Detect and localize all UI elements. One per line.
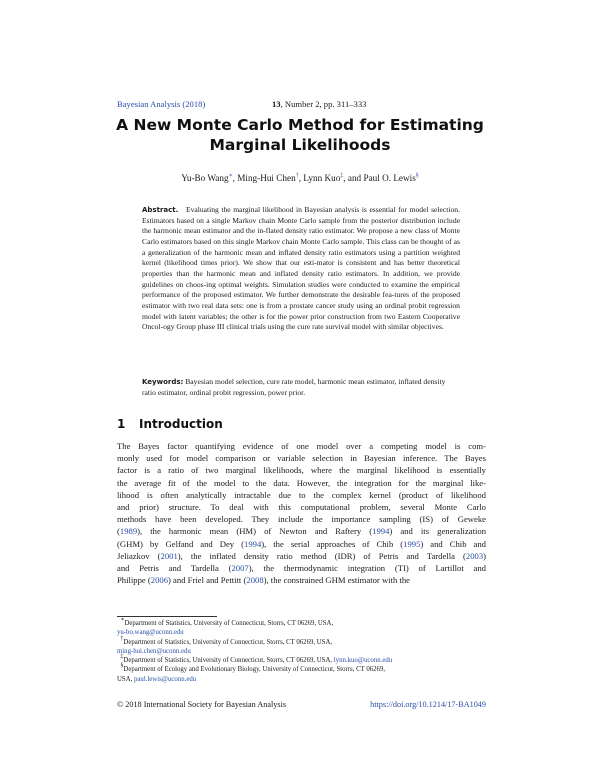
footnote-text: USA,: [117, 675, 134, 683]
body-text: ) and Chib and: [420, 538, 486, 549]
abstract-line: using a partition weighted kernel (likelihood times prior). We show that our esti-: [142, 247, 460, 268]
abstract-label: Abstract.: [142, 206, 179, 214]
citation-link[interactable]: 1994: [372, 526, 390, 537]
abstract-line: cancer study using an ordinal probit regression model with latent variables; the: [142, 300, 460, 321]
footnote-1: [117, 619, 486, 628]
footnote-2-email-line: [117, 647, 486, 656]
footnote-2: [117, 635, 486, 647]
footnote-mark: ∗: [120, 617, 125, 623]
volume-number: 13: [272, 99, 281, 109]
abstract-line: ing optimal weights. Simulation studies were conducted to examine the empirical: [206, 279, 460, 289]
body-line: factor is a ratio of two marginal likelihoods, where the marginal likelihood is essentially: [117, 465, 486, 476]
footnote-mark: §: [120, 663, 124, 670]
footnote-mark: †: [120, 635, 124, 642]
keywords: [142, 377, 460, 398]
citation-link[interactable]: 2007: [231, 562, 249, 573]
body-line: [117, 550, 486, 562]
body-text: ): [483, 550, 486, 561]
abstract-line: Evaluating the marginal likelihood in Bayesian analysis is essential for: [185, 205, 407, 214]
citation-link[interactable]: 1995: [403, 538, 421, 549]
section-number: 1: [117, 417, 126, 431]
abstract-line: and inflated density ratio estimators. In addition, we provide guidelines on choos-: [142, 268, 460, 289]
body-line: [117, 574, 486, 586]
body-text: ), the harmonic mean (HM) of Newton and Raftery (: [137, 526, 373, 537]
body-text: ) and Friel and Pettitt (: [168, 575, 247, 586]
author-separator: , and: [343, 173, 364, 183]
author-separator: ,: [298, 173, 304, 183]
footnote-text: Department of Statistics, University of Connecticut, Storrs, CT 06269, USA,: [123, 638, 333, 646]
abstract-line: ogy Group phase III clinical trials using the cure rate survival model with similar: [163, 322, 410, 332]
body-text: and Petris and Tardella (: [117, 562, 232, 573]
footnote-divider: [117, 616, 217, 617]
author-2-footnote-mark[interactable]: †: [295, 173, 299, 179]
author-3-footnote-mark[interactable]: ‡: [340, 173, 344, 179]
abstract-line: other is for the power prior construction from two Eastern Cooperative Oncol-: [142, 311, 460, 332]
footnote-4-email-line: [117, 675, 486, 684]
keywords-label: Keywords:: [142, 378, 184, 386]
section-title: Introduction: [139, 417, 223, 431]
footnote-1-email-line: [117, 628, 486, 637]
body-line: and prior) structure. To deal with this computational problem, several Monte Carlo: [117, 501, 486, 512]
title-line-1: A New Monte Carlo Method for Estimating: [116, 116, 484, 134]
abstract-line: performance of the proposed estimator. We further demonstrate the desirable fea-: [142, 290, 395, 300]
body-line: lihood is often analytically intractable due to the complex kernel (product of likelihood: [117, 489, 486, 500]
email-link[interactable]: ming-hui.chen@uconn.edu: [117, 647, 191, 655]
body-text: (GHM) by Gelfand and Dey (: [117, 538, 244, 549]
body-text: ), the thermodynamic integration (TI) of Lartillot and: [248, 562, 486, 573]
keywords-line-1: Bayesian model selection, cure rate model, harmonic mean estimator,: [185, 377, 397, 386]
author-1-footnote-mark[interactable]: ∗: [228, 173, 233, 179]
body-line: monly used for model comparison or variable selection in Bayesian inference. The Bayes: [117, 453, 486, 464]
citation-link[interactable]: 2008: [246, 575, 264, 586]
body-text: Jeliazkov (: [117, 550, 161, 561]
author-1: Yu-Bo Wang: [181, 173, 229, 183]
introduction-body: [117, 440, 486, 586]
citation-link[interactable]: 2006: [150, 575, 169, 586]
body-line: [117, 562, 486, 574]
body-line: The Bayes factor quantifying evidence of one model over a competing model is com-: [117, 441, 486, 451]
volume-info: [272, 99, 366, 109]
body-line: the average fit of the model to the data. However, the integration for the marginal like-: [117, 477, 486, 488]
citation-link[interactable]: 2003: [465, 550, 484, 561]
email-link[interactable]: yu-bo.wang@uconn.edu: [117, 629, 184, 637]
footnote-text: Department of Ecology and Evolutionary Biology, University of Connecticut, Storrs, CT 06269,: [123, 666, 386, 674]
running-header: [117, 99, 485, 111]
body-text: ), the serial approaches of Chib (: [261, 538, 404, 549]
footnote-3: [117, 656, 486, 665]
abstract-line: model selection. Estimators based on a single Markov chain Monte Carlo sample: [142, 205, 460, 225]
email-link[interactable]: paul.lewis@uconn.edu: [134, 675, 197, 683]
body-text: (: [117, 526, 120, 537]
abstract-line: flated density ratio estimator. We propose a new class of Monte Carlo estimators: [142, 226, 460, 246]
author-2: Ming-Hui Chen: [237, 173, 296, 183]
abstract-line: from the posterior distribution include the harmonic mean estimator and the in-: [142, 215, 461, 236]
citation-link[interactable]: 1989: [119, 526, 138, 537]
footnotes: [117, 619, 486, 684]
author-4-footnote-mark[interactable]: §: [415, 173, 419, 179]
body-line: [117, 538, 486, 550]
doi-link[interactable]: https://doi.org/10.1214/17-BA1049: [370, 700, 486, 709]
keywords-line-2: inflated density ratio estimator, ordinal probit regression, power prior.: [142, 377, 446, 397]
footnote-text: Department of Statistics, University of Connecticut, Storrs, CT 06269, USA,: [123, 657, 334, 664]
body-line: [117, 525, 486, 537]
abstract-line: mator is consistent and has better theoretical properties than the harmonic mean: [142, 258, 460, 278]
citation-link[interactable]: 1994: [244, 538, 262, 549]
body-text: ) and its generalization: [389, 526, 487, 537]
issue-pages: , Number 2, pp. 311–333: [280, 99, 367, 109]
abstract-line: of as a generalization of the harmonic mean and inflated density ratio estimators: [142, 236, 460, 257]
author-3: Lynn Kuo: [303, 173, 341, 183]
author-list: [100, 173, 500, 183]
journal-link[interactable]: Bayesian Analysis (2018): [117, 99, 206, 109]
footnote-text: Department of Statistics, University of Connecticut, Storrs, CT 06269, USA,: [124, 620, 334, 627]
paper-title: [100, 115, 500, 155]
section-heading: [117, 417, 223, 431]
abstract-line: objectives.: [411, 322, 444, 332]
body-line: methods have been developed. They include the importance sampling (IS) of Geweke: [117, 514, 486, 525]
email-link[interactable]: lynn.kuo@uconn.edu: [333, 657, 393, 664]
title-line-2: Marginal Likelihoods: [209, 136, 391, 154]
body-text: ), the inflated density ratio method (IDR) of Petris and Tardella (: [177, 550, 466, 561]
citation-link[interactable]: 2001: [160, 550, 178, 561]
body-text: Philippe (: [117, 575, 151, 586]
footnote-mark: ‡: [120, 654, 124, 660]
author-separator: ,: [232, 173, 238, 183]
abstract-line: tures of the proposed estimator with two real data sets: one is from a prostate: [142, 290, 460, 310]
abstract-line: based on this single Markov chain Monte Carlo sample. This class can be thought: [194, 236, 444, 246]
body-text: ), the constrained GHM estimator with the: [263, 575, 410, 586]
footnote-4: [117, 665, 486, 674]
author-4: Paul O. Lewis: [363, 173, 416, 183]
copyright: © 2018 International Society for Bayesian Analysis: [117, 700, 287, 709]
abstract: [142, 205, 460, 333]
